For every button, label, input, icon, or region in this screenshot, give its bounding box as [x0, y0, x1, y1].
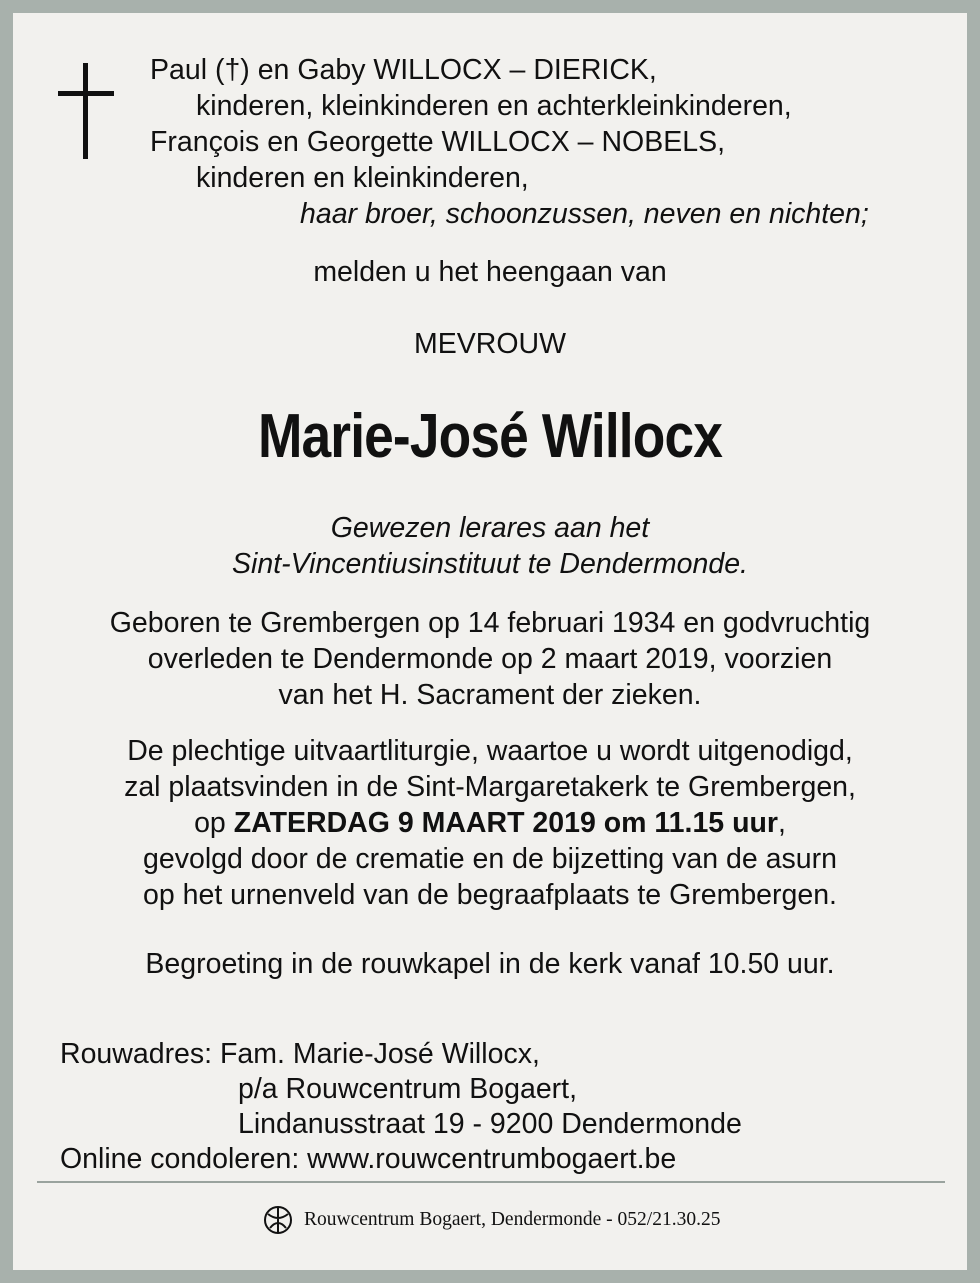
family-line-4: kinderen en kleinkinderen, [196, 162, 529, 194]
role-line-1: Gewezen lerares aan het [330, 512, 650, 544]
footer-text: Rouwcentrum Bogaert, Dendermonde - 052/21.30.25 [304, 1209, 721, 1230]
funeral-line-1: De plechtige uitvaartliturgie, waartoe u wordt uitgenodigd, [127, 735, 853, 767]
footer-divider [37, 1181, 945, 1183]
greeting-text: Begroeting in de rouwkapel in de kerk vanaf 10.50 uur. [145, 948, 835, 980]
online-condolences: Online condoleren: www.rouwcentrumbogaert.be [60, 1143, 677, 1175]
greeting [0, 946, 980, 982]
funeral-block [0, 733, 980, 913]
family-line-1: Paul (†) en Gaby WILLOCX – DIERICK, [150, 54, 657, 86]
honorific: MEVROUW [414, 328, 566, 360]
birth-line-1: Geboren te Grembergen op 14 februari 1934 en godvruchtig [109, 607, 871, 639]
role-line-2: Sint-Vincentiusinstituut te Dendermonde. [232, 548, 748, 580]
role-block [0, 510, 980, 582]
family-line-2: kinderen, kleinkinderen en achterkleinkinderen, [196, 90, 792, 122]
funeral-date: ZATERDAG 9 MAART 2019 om 11.15 uur [233, 807, 778, 839]
funeral-line-3 [0, 805, 980, 841]
funeral-home-logo-icon [262, 1204, 294, 1236]
cross-icon [58, 63, 114, 159]
birth-line-2: overleden te Dendermonde op 2 maart 2019, voorzien [147, 643, 833, 675]
funeral-line-4: gevolgd door de crematie en de bijzetting van de asurn [143, 843, 837, 875]
announcement: melden u het heengaan van [313, 256, 667, 288]
funeral-line-5: op het urnenveld van de begraafplaats te Grembergen. [143, 879, 837, 911]
address-label: Rouwadres: Fam. Marie-José Willocx, [60, 1038, 540, 1070]
address-line-2: p/a Rouwcentrum Bogaert, [238, 1073, 578, 1105]
funeral-line-2: zal plaatsvinden in de Sint-Margaretakerk te Grembergen, [124, 771, 856, 803]
footer [262, 1204, 720, 1236]
funeral-line-3-post: , [777, 807, 786, 839]
address-line-3: Lindanusstraat 19 - 9200 Dendermonde [238, 1108, 742, 1140]
birth-line-3: van het H. Sacrament der zieken. [278, 679, 702, 711]
funeral-line-3-pre: op [194, 807, 234, 839]
family-line-3: François en Georgette WILLOCX – NOBELS, [150, 126, 725, 158]
family-line-5: haar broer, schoonzussen, neven en nichten; [300, 198, 869, 230]
birth-block [0, 605, 980, 713]
deceased-name: Marie-José Willocx [257, 402, 723, 471]
